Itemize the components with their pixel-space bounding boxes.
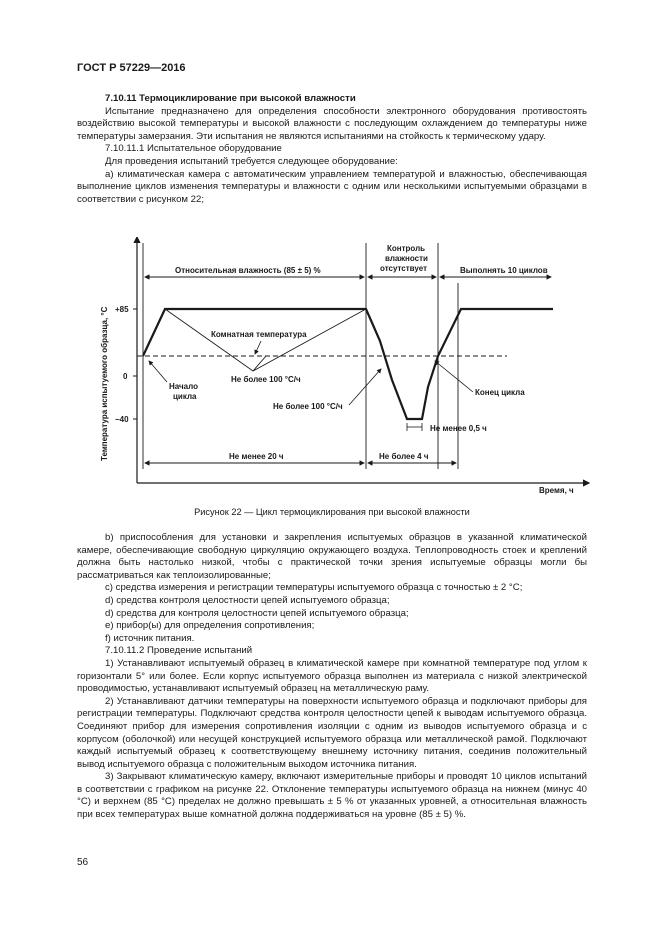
temperature-profile: [143, 309, 553, 419]
item-d-1: d) средства контроля целостности цепей испытуемого образца;: [105, 594, 390, 606]
dwell-label: Не менее 0,5 ч: [430, 424, 487, 433]
figure-caption: Рисунок 22 — Цикл термоциклирования при высокой влажности: [194, 507, 470, 517]
cycle-start-line-1: Начало: [169, 382, 198, 391]
intro-block: [77, 93, 587, 206]
item-b: b) приспособления для установки и закрепления испытуемых образцов в указанной климатической камере, обеспечивающие свободную циркуляцию окружающего воздуха. Теплопроводность стоек и креплений должна быть настолько низкой, чтобы с практической точки зрения испытуемые образцы могли бы рассматриваться как теплоизолированные;: [77, 532, 587, 581]
y-tick-0: 0: [123, 372, 128, 381]
cycle-chart: [77, 237, 597, 499]
item-c: c) средства измерения и регистрации температуры испытуемого образца с точностью ± 2 °С;: [105, 582, 523, 594]
rate-label-1: Не более 100 °С/ч: [231, 375, 301, 384]
intro-paragraph: Испытание предназначено для определения способности электронного оборудования противостоять воздействию высокой температуры и высокой влажности с последующим охлаждением до температуры ниже температуры замерзания. Эти испытания не являются испытаниями на стойкость к термическому удару.: [77, 105, 587, 142]
y-tick-85: +85: [115, 305, 129, 314]
humidity-label: Относительная влажность (85 ± 5) %: [175, 266, 321, 275]
duration-2-label: Не более 4 ч: [379, 452, 429, 461]
item-f: f) источник питания.: [105, 632, 195, 644]
humidity-control-line-3: отсутствует: [380, 264, 427, 273]
duration-1-label: Не менее 20 ч: [229, 452, 284, 461]
y-tick-minus40: −40: [115, 415, 129, 424]
subsection-title-procedure: 7.10.11.2 Проведение испытаний: [105, 645, 253, 657]
step-2: 2) Устанавливают датчики температуры на поверхности испытуемого образца и подключают приборы для регистрации температуры. Подключают средства контроля целостности цепей к выводам испытуемого образца. Соединяют прибор для измерения сопротивления изоляции с одним из выводов испытуемого образца и с корпусом (оболочкой) или несущей конструкцией испытуемого образца или металлической рамой. Подключают каждый испытуемый образец к соответствующему внешнему источнику питания, соединив положительный вывод испытуемого образца с положительным выходом источника питания.: [77, 695, 587, 770]
step-1: 1) Устанавливают испытуемый образец в климатической камере при комнатной температуре под углом к горизонтали 5° или более. Если корпус испытуемого образца выполнен из материала с низкой электрической проводимостью, устанавливают испытуемый образец на металлическую раму.: [77, 657, 587, 695]
y-axis-label: Температура испытуемого образца, °С: [100, 306, 109, 461]
page-number: 56: [77, 857, 89, 868]
item-e: e) прибор(ы) для определения сопротивления;: [105, 620, 315, 632]
room-temperature-label: Комнатная температура: [211, 330, 307, 339]
subsection-title-equipment: 7.10.11.1 Испытательное оборудование: [105, 143, 282, 155]
equipment-lead: Для проведения испытаний требуется следующее оборудование:: [105, 155, 398, 167]
humidity-control-line-2: влажности: [385, 254, 428, 263]
document-header: ГОСТ Р 57229—2016: [77, 62, 186, 74]
equipment-list-continued: [77, 532, 587, 822]
item-d-2: d) средства для контроля целостности цепей испытуемого образца;: [105, 607, 409, 619]
cycle-end-label: Конец цикла: [475, 388, 525, 397]
repeat-label: Выполнять 10 циклов: [460, 266, 548, 275]
cycle-start-line-2: цикла: [173, 392, 197, 401]
figure-22: [77, 237, 597, 499]
humidity-control-line-1: Контроль: [387, 244, 426, 253]
item-a: а) климатическая камера с автоматическим управлением температурой и влажностью, обеспечивающая выполнение циклов изменения температуры и влажности с одним или несколькими испытуемыми образцами в соответствии с рисунком 22;: [77, 168, 587, 205]
section-title: 7.10.11 Термоциклирование при высокой влажности: [105, 93, 356, 104]
x-axis-label: Время, ч: [539, 486, 574, 495]
rate-label-2: Не более 100 °С/ч: [273, 402, 343, 411]
step-3: 3) Закрывают климатическую камеру, включают измерительные приборы и проводят 10 циклов испытаний в соответствии с графиком на рисунке 22. Отклонение температуры испытуемого образца на нижнем (минус 40 °С) и верхнем (85 °С) пределах не должно превышать ± 5 % от указанных уровней, а относительная влажность при всех температурах выше комнатной должна поддерживаться на уровне (85 ± 5) %.: [77, 771, 587, 821]
